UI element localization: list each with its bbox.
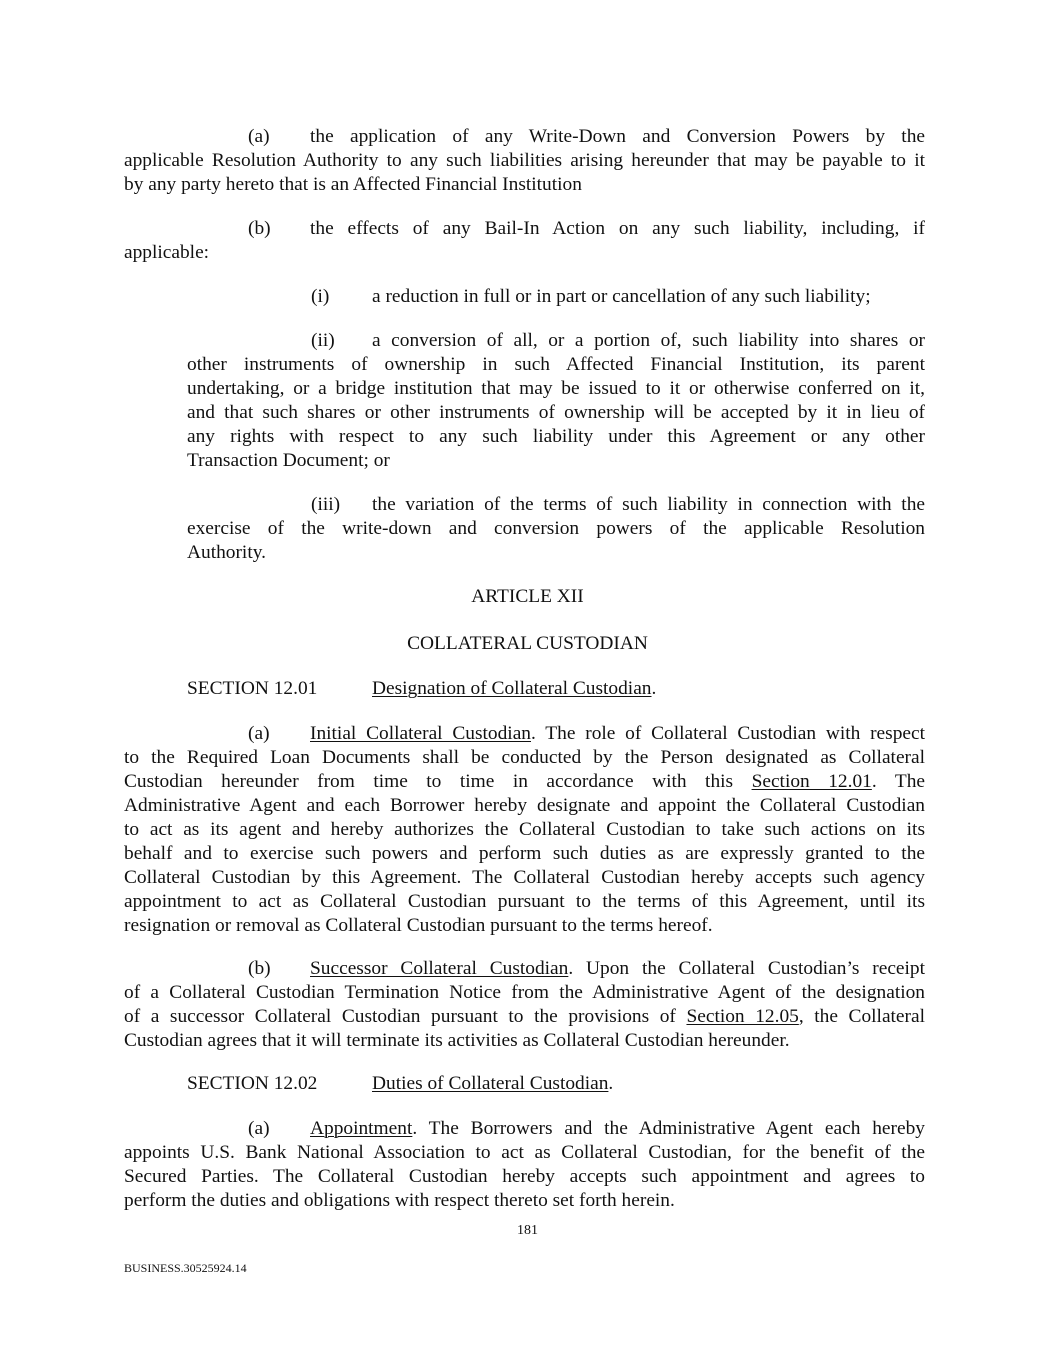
clause-iii-label: (iii) — [311, 494, 341, 515]
clause-ii-line: Transaction Document; or — [187, 450, 390, 471]
paragraph-line: Collateral Custodian by this Agreement. The Collateral Custodian hereby accepts such agency — [124, 867, 925, 888]
paragraph-heading: Successor Collateral Custodian — [310, 958, 569, 979]
clause-i-label: (i) — [311, 286, 330, 307]
clause-iii-line: the variation of the terms of such liability in connection with the — [372, 494, 925, 515]
paragraph-line: of a Collateral Custodian Termination Notice from the Administrative Agent of the designation — [124, 982, 925, 1003]
paragraph-heading: Initial Collateral Custodian — [310, 723, 531, 744]
clause-b-line: applicable: — [124, 242, 210, 263]
section-title-period: . — [608, 1073, 614, 1094]
section-number: SECTION 12.01 — [187, 678, 318, 699]
paragraph-line: Initial Collateral Custodian. The role of Collateral Custodian with respect — [310, 723, 925, 744]
clause-i-line: a reduction in full or in part or cancellation of any such liability; — [372, 286, 871, 307]
section-title-period: . — [651, 678, 657, 699]
paragraph-line: appoints U.S. Bank National Association to act as Collateral Custodian, for the benefit of the — [124, 1142, 925, 1163]
section-reference-link: Section 12.05 — [686, 1006, 799, 1027]
paragraph-line: to the Required Loan Documents shall be conducted by the Person designated as Collateral — [124, 747, 925, 768]
document-id: BUSINESS.30525924.14 — [124, 1261, 247, 1275]
clause-a-label: (a) — [248, 126, 270, 147]
clause-a-line: applicable Resolution Authority to any such liabilities arising hereunder that may be payable to it — [124, 150, 925, 171]
paragraph-line: Successor Collateral Custodian. Upon the Collateral Custodian’s receipt — [310, 958, 925, 979]
article-title: COLLATERAL CUSTODIAN — [407, 633, 648, 654]
paragraph-line: Custodian hereunder from time to time in accordance with this Section 12.01. The — [124, 771, 925, 792]
clause-label: (a) — [248, 723, 270, 744]
page-number: 181 — [517, 1223, 538, 1238]
paragraph-line: of a successor Collateral Custodian pursuant to the provisions of Section 12.05, the Collateral — [124, 1006, 925, 1027]
section-title: Duties of Collateral Custodian — [372, 1073, 609, 1094]
clause-iii-line: Authority. — [187, 542, 266, 563]
paragraph-line: Administrative Agent and each Borrower hereby designate and appoint the Collateral Custodian — [124, 795, 925, 816]
clause-ii-line: and that such shares or other instruments of ownership will be accepted by it in lieu of — [187, 402, 925, 423]
clause-a-line: by any party hereto that is an Affected Financial Institution — [124, 174, 582, 195]
section-number: SECTION 12.02 — [187, 1073, 318, 1094]
clause-ii-line: other instruments of ownership in such Affected Financial Institution, its parent — [187, 354, 925, 375]
paragraph-heading: Appointment — [310, 1118, 413, 1139]
paragraph-line: resignation or removal as Collateral Custodian pursuant to the terms hereof. — [124, 915, 713, 936]
clause-b-line: the effects of any Bail-In Action on any such liability, including, if — [310, 218, 925, 239]
clause-label: (b) — [248, 958, 271, 979]
section-heading — [372, 1072, 613, 1096]
paragraph-line: Appointment. The Borrowers and the Administrative Agent each hereby — [310, 1118, 925, 1139]
clause-iii-line: exercise of the write-down and conversion powers of the applicable Resolution — [187, 518, 925, 539]
clause-a-line: the application of any Write-Down and Conversion Powers by the — [310, 126, 925, 147]
paragraph-line: behalf and to exercise such powers and perform such duties as are expressly granted to the — [124, 843, 925, 864]
section-reference-link: Section 12.01 — [751, 771, 872, 792]
article-number: ARTICLE XII — [471, 586, 584, 607]
clause-ii-label: (ii) — [311, 330, 335, 351]
paragraph-line: perform the duties and obligations with respect thereto set forth herein. — [124, 1190, 675, 1211]
section-heading — [372, 677, 656, 701]
clause-label: (a) — [248, 1118, 270, 1139]
clause-ii-line: a conversion of all, or a portion of, such liability into shares or — [372, 330, 925, 351]
clause-b-label: (b) — [248, 218, 271, 239]
paragraph-line: to act as its agent and hereby authorizes the Collateral Custodian to take such actions on its — [124, 819, 925, 840]
paragraph-line: Custodian agrees that it will terminate its activities as Collateral Custodian hereunder. — [124, 1030, 790, 1051]
section-title: Designation of Collateral Custodian — [372, 678, 652, 699]
paragraph-line: appointment to act as Collateral Custodian pursuant to the terms of this Agreement, until its — [124, 891, 925, 912]
paragraph-line: Secured Parties. The Collateral Custodian hereby accepts such appointment and agrees to — [124, 1166, 925, 1187]
clause-ii-line: any rights with respect to any such liability under this Agreement or any other — [187, 426, 925, 447]
clause-ii-line: undertaking, or a bridge institution that may be issued to it or otherwise conferred on it, — [187, 378, 925, 399]
